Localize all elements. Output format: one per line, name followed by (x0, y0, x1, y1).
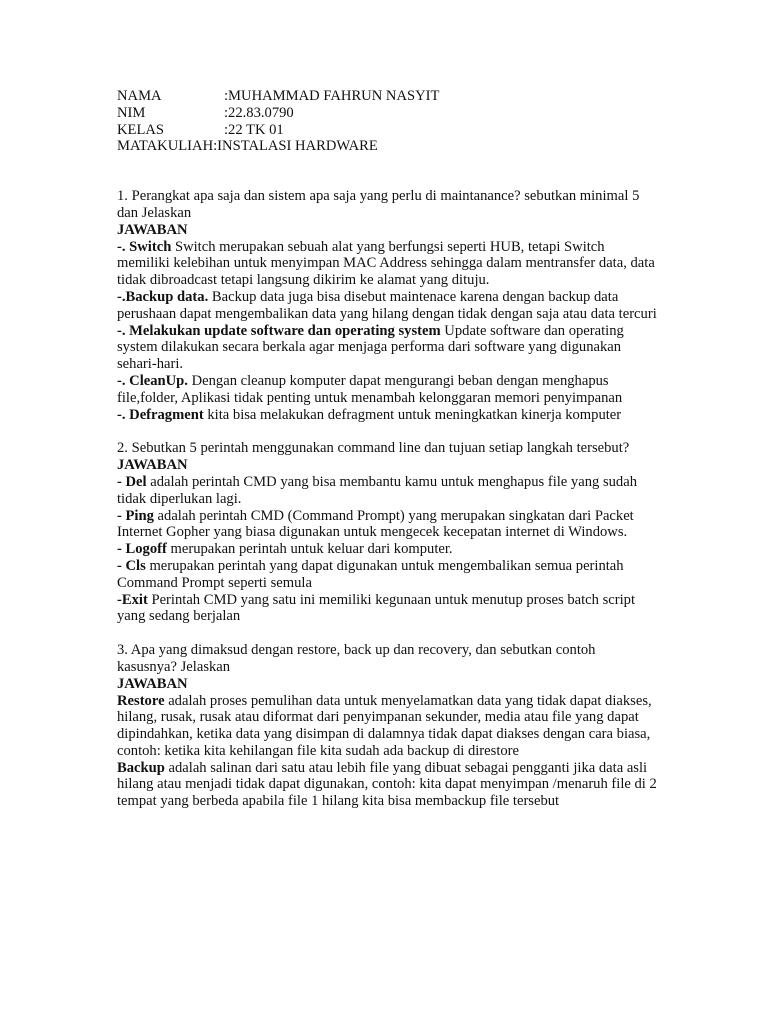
header-row-matakuliah (117, 138, 657, 155)
answer-item (117, 558, 657, 592)
answer-text: adalah salinan dari satu atau lebih file yang dibuat sebagai pengganti jika data asli hilang atau menjadi tidak dapat digunakan, contoh: kita dapat menyimpan /menaruh file di 2 tempat yang berbeda apabila file 1 hilang kita bisa membackup file tersebut (117, 759, 657, 810)
answer-text: adalah proses pemulihan data untuk menyelamatkan data yang tidak dapat diakses, hilang, rusak, rusak atau diformat dari penyimpanan sekunder, media atau file yang dapat dipindahkan, ketika data yang disimpan di dalamnya tidak dapat diakses dengan cara biasa, contoh: ketika kita kehilangan file kita sudah ada backup di direstore (117, 692, 652, 759)
answer-text: Update software dan operating system dilakukan secara berkala agar menjaga performa dari software yang digunakan sehari-hari. (117, 322, 624, 373)
answer-term: Restore (117, 692, 165, 709)
answer-term: Backup (117, 759, 165, 776)
answer-item (117, 693, 657, 760)
header-value: :MUHAMMAD FAHRUN NASYIT (224, 88, 440, 104)
answer-term: -.Backup data. (117, 288, 209, 305)
question-1 (117, 188, 657, 423)
header-row-nama (117, 88, 657, 105)
answer-item (117, 541, 657, 558)
answer-term: - Logoff (117, 541, 167, 558)
question-text: 2. Sebutkan 5 perintah menggunakan command line dan tujuan setiap langkah tersebut? (117, 440, 630, 457)
answer-text: kita bisa melakukan defragment untuk meningkatkan kinerja komputer (203, 406, 622, 423)
answer-text: Switch merupakan sebuah alat yang berfungsi seperti HUB, tetapi Switch memiliki kelebihan untuk menyimpan MAC Address sehingga dalam mentransfer data, data tidak dibroadcast tetapi langsung dikirim ke alamat yang dituju. (117, 238, 655, 289)
answer-item (117, 760, 657, 810)
answer-heading: JAWABAN (117, 675, 188, 692)
answer-text: Backup data juga bisa disebut maintenace karena dengan backup data perushaan dapat mengembalikan data yang hilang dengan tidak dengan saja atau data tercuri (117, 288, 657, 322)
answer-term: -. CleanUp. (117, 372, 188, 389)
answer-term: - Del (117, 473, 147, 490)
header-value: :22.83.0790 (224, 104, 294, 121)
answer-item (117, 592, 657, 626)
answer-item (117, 508, 657, 542)
header-key: KELAS (117, 121, 165, 138)
answer-item (117, 289, 657, 323)
answer-term: -. Defragment (117, 406, 204, 423)
header-key: MATAKULIAH (117, 138, 214, 155)
question-text: 1. Perangkat apa saja dan sistem apa saja yang perlu di maintanance? sebutkan minimal 5 dan Jelaskan (117, 188, 640, 221)
answer-item (117, 323, 657, 373)
header-value: :22 TK 01 (224, 121, 284, 138)
answer-text: adalah perintah CMD (Command Prompt) yang merupakan singkatan dari Packet Internet Gopher yang biasa digunakan untuk mengecek kecepatan internet di Windows. (117, 507, 634, 541)
header-value: :INSTALASI HARDWARE (213, 138, 378, 155)
header-key: NIM (117, 104, 146, 121)
answer-item (117, 239, 657, 289)
header-key: NAMA (117, 88, 162, 104)
answer-text: merupakan perintah untuk keluar dari komputer. (166, 541, 453, 558)
answer-text: Perintah CMD yang satu ini memiliki kegunaan untuk menutup proses batch script yang sedang berjalan (117, 591, 636, 625)
answer-heading: JAWABAN (117, 457, 188, 474)
header-row-kelas (117, 122, 657, 139)
answer-term: -. Melakukan update software dan operating system (117, 322, 441, 339)
question-text: 3. Apa yang dimaksud dengan restore, back up dan recovery, dan sebutkan contoh kasusnya? Jelaskan (117, 642, 596, 675)
header-row-nim (117, 105, 657, 122)
question-3 (117, 642, 657, 810)
student-header (117, 88, 657, 155)
answer-heading: JAWABAN (117, 221, 188, 238)
answer-item (117, 474, 657, 508)
answer-term: - Ping (117, 507, 154, 524)
answer-term: -. Switch (117, 238, 172, 255)
answer-text: Dengan cleanup komputer dapat mengurangi beban dengan menghapus file,folder, Aplikasi tidak penting untuk menambah kelonggaran memori penyimpanan (117, 372, 623, 406)
answer-term: -Exit (117, 591, 148, 608)
answer-term: - Cls (117, 557, 146, 574)
answer-item (117, 373, 657, 407)
answer-text: merupakan perintah yang dapat digunakan untuk mengembalikan semua perintah Command Prompt seperti semula (117, 557, 624, 591)
question-2 (117, 440, 657, 625)
document-page (117, 88, 657, 810)
answer-text: adalah perintah CMD yang bisa membantu kamu untuk menghapus file yang sudah tidak diperlukan lagi. (117, 473, 637, 507)
answer-item (117, 407, 657, 424)
